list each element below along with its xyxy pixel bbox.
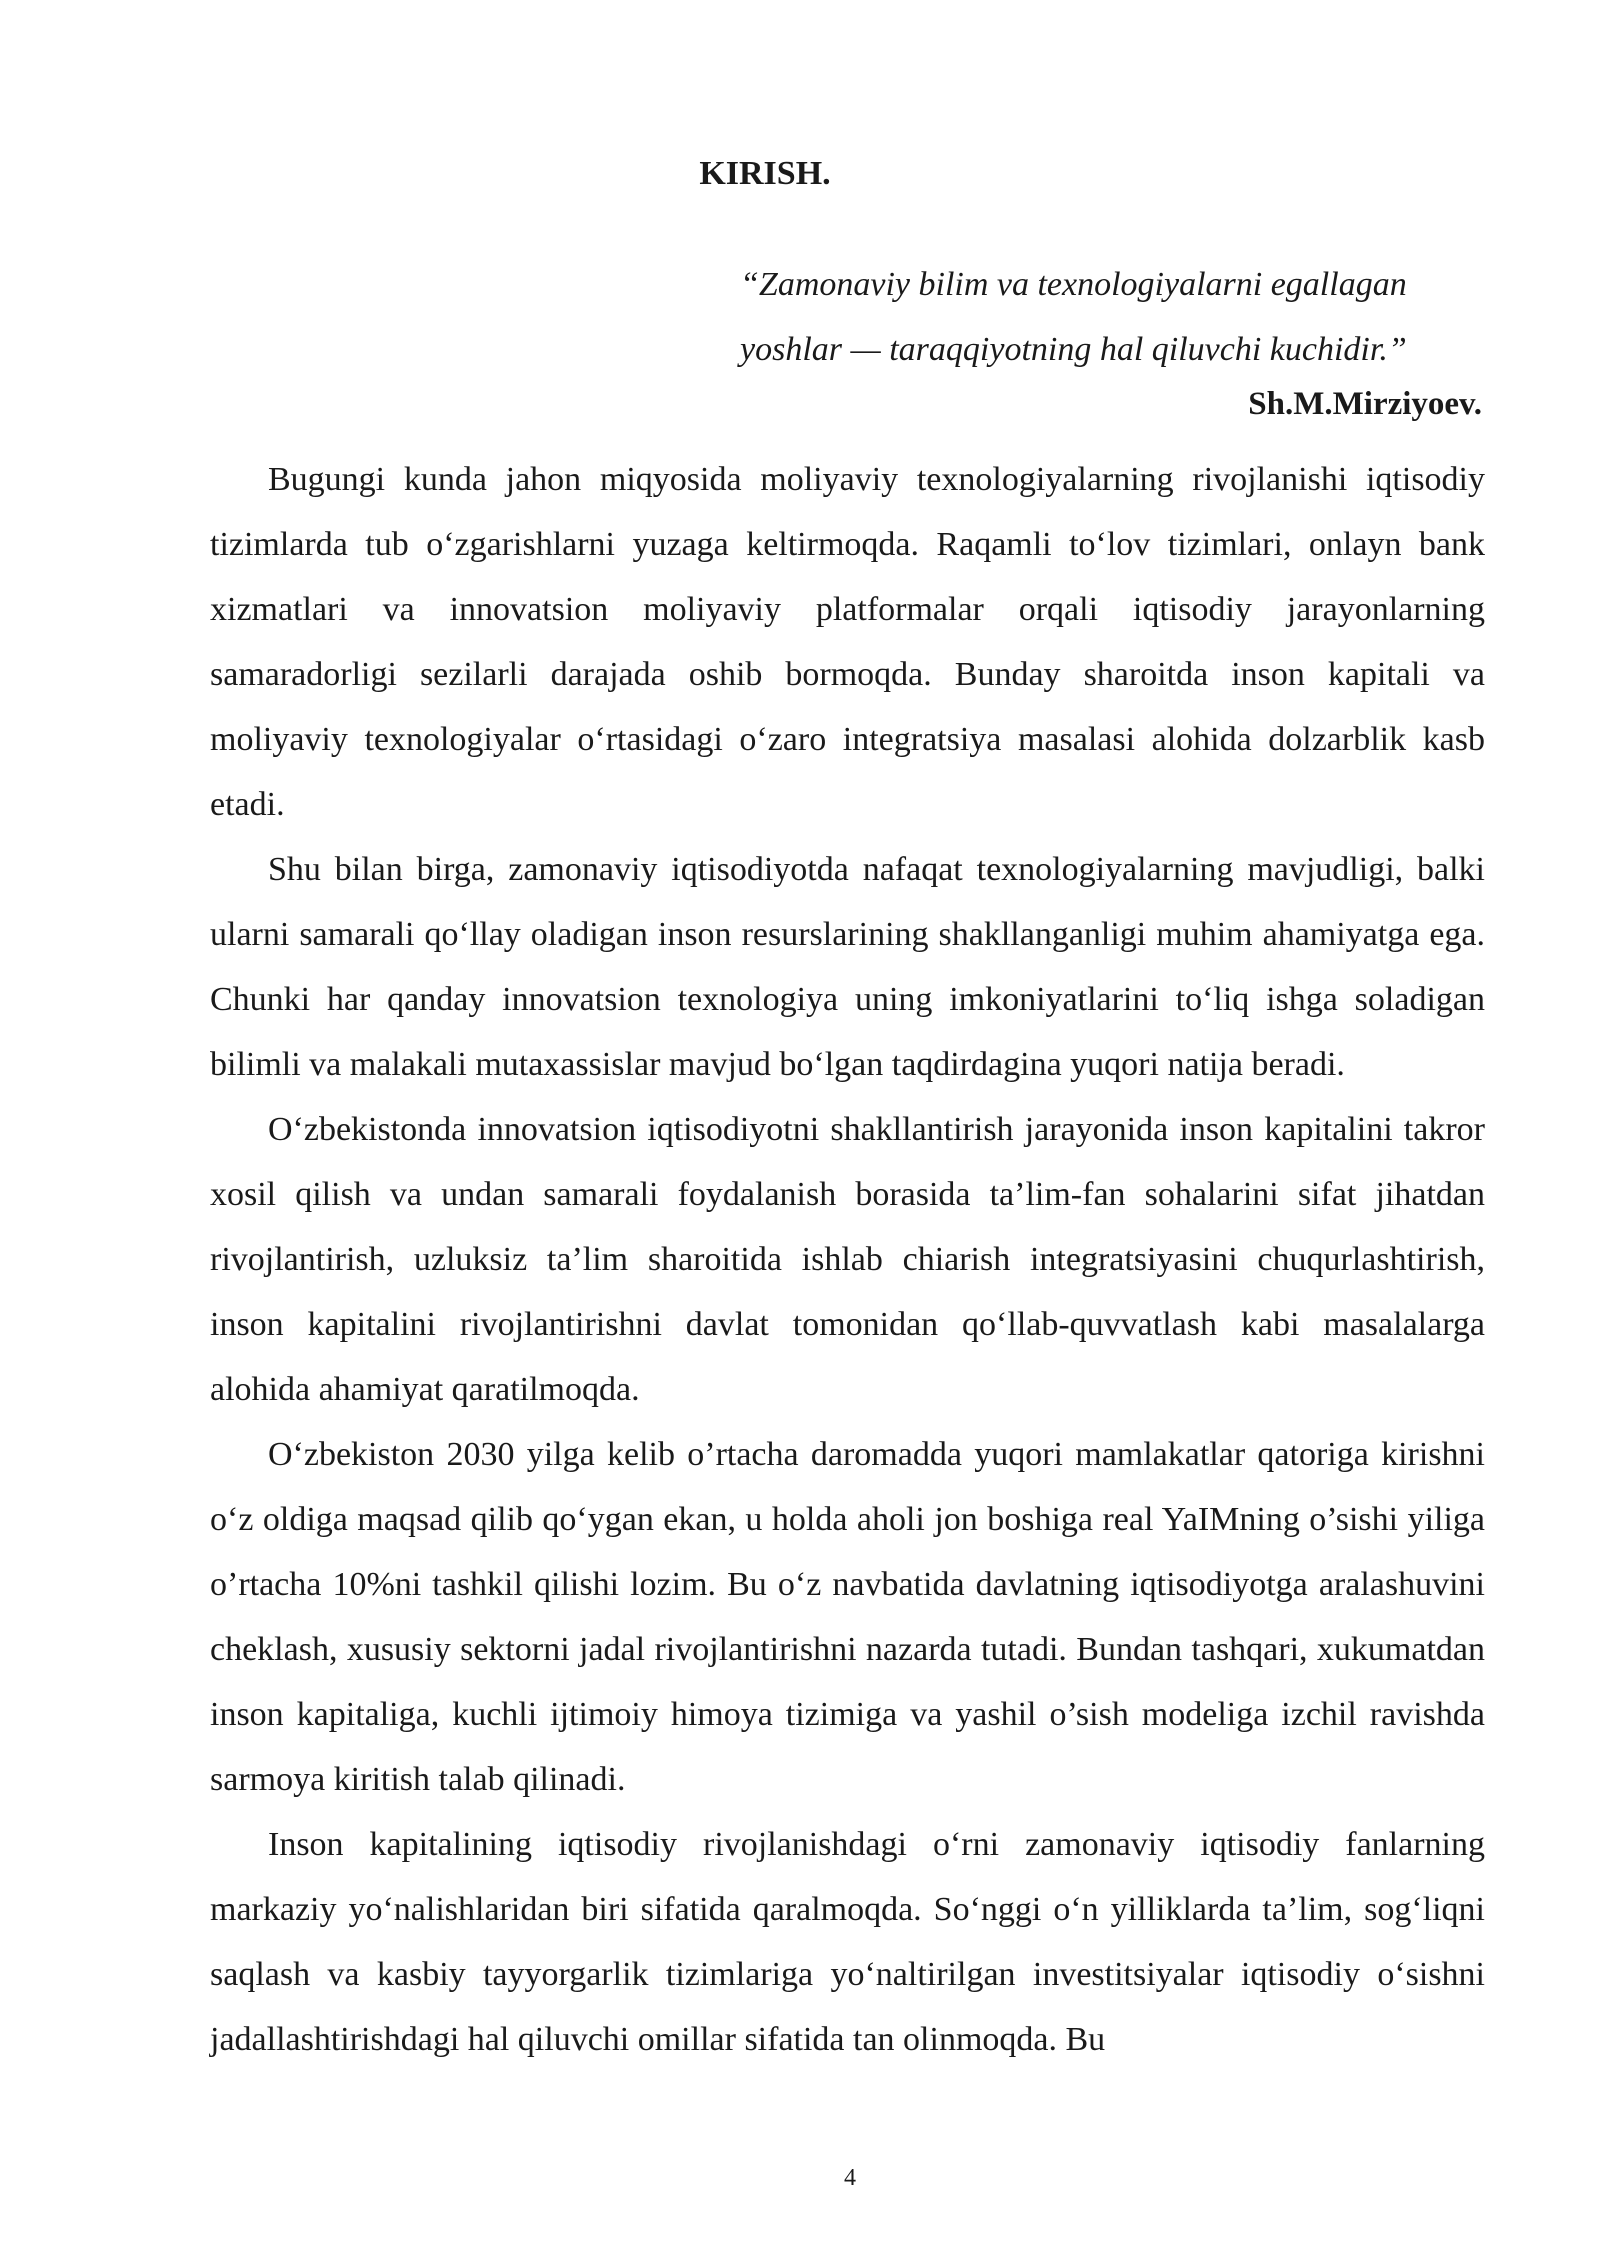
paragraph: Inson kapitalining iqtisodiy rivojlanishdagi o‘rni zamonaviy iqtisodiy fanlarning markaziy yo‘nalishlaridan biri sifatida qaralmoqda. So‘nggi o‘n yilliklarda ta’lim, sog‘liqni saqlash va kasbiy tayyorgarlik tizimlariga yo‘naltirilgan investitsiyalar iqtisodiy o‘sishni jadallashtirishdagi hal qiluvchi omillar sifatida tan olinmoqda. Bu — [210, 1826, 1485, 2058]
epigraph-line: yoshlar — taraqqiyotning hal qiluvchi kuchidir.” — [740, 331, 1407, 368]
section-title: KIRISH. — [699, 155, 831, 192]
paragraph: Shu bilan birga, zamonaviy iqtisodiyotda nafaqat texnologiyalarning mavjudligi, balki ularni samarali qo‘llay oladigan inson resurslarining shakllanganligi muhim ahamiyatga ega. Chunki har qanday innovatsion texnologiya uning imkoniyatlarini to‘liq ishga soladigan bilimli va malakali mutaxassislar mavjud bo‘lgan taqdirdagina yuqori natija beradi. — [210, 851, 1485, 1083]
paragraph: O‘zbekistonda innovatsion iqtisodiyotni shakllantirish jarayonida inson kapitalini takror xosil qilish va undan samarali foydalanish borasida ta’lim-fan sohalarini sifat jihatdan rivojlantirish, uzluksiz ta’lim sharoitida ishlab chiarish integratsiyasini chuqurlashtirish, inson kapitalini rivojlantirishni davlat tomonidan qo‘llab-quvvatlash kabi masalalarga alohida ahamiyat qaratilmoqda. — [210, 1111, 1485, 1408]
epigraph-author: Sh.M.Mirziyoev. — [1248, 386, 1482, 422]
body-text — [210, 447, 1485, 2072]
paragraph: O‘zbekiston 2030 yilga kelib o’rtacha daromadda yuqori mamlakatlar qatoriga kirishni o‘z oldiga maqsad qilib qo‘ygan ekan, u holda aholi jon boshiga real YaIMning o’sishi yiliga o’rtacha 10%ni tashkil qilishi lozim. Bu o‘z navbatida davlatning iqtisodiyotga aralashuvini cheklash, xususiy sektorni jadal rivojlantirishni nazarda tutadi. Bundan tashqari, xukumatdan inson kapitaliga, kuchli ijtimoiy himoya tizimiga va yashil o’sish modeliga izchil ravishda sarmoya kiritish talab qilinadi. — [210, 1436, 1485, 1798]
epigraph-quote — [740, 252, 1460, 382]
paragraph: Bugungi kunda jahon miqyosida moliyaviy texnologiyalarning rivojlanishi iqtisodiy tizimlarda tub o‘zgarishlarni yuzaga keltirmoqda. Raqamli to‘lov tizimlari, onlayn bank xizmatlari va innovatsion moliyaviy platformalar orqali iqtisodiy jarayonlarning samaradorligi sezilarli darajada oshib bormoqda. Bunday sharoitda inson kapitali va moliyaviy texnologiyalar o‘rtasidagi o‘zaro integratsiya masalasi alohida dolzarblik kasb etadi. — [210, 461, 1485, 823]
epigraph-line: “Zamonaviy bilim va texnologiyalarni egallagan — [740, 266, 1407, 303]
page-number: 4 — [844, 2165, 856, 2191]
